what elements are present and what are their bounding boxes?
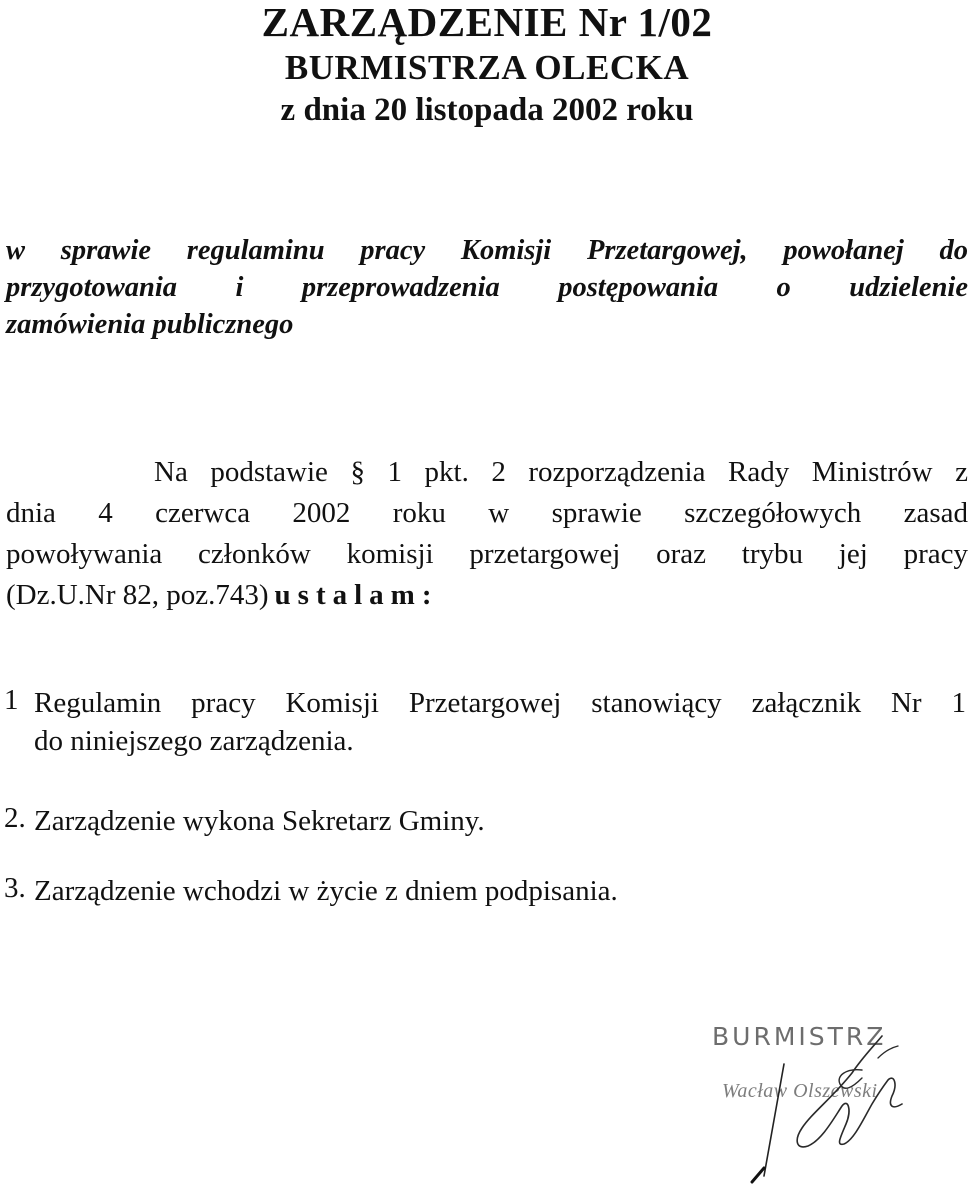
point-text-line-1: Regulamin pracy Komisji Przetargowej stanowiący załącznik Nr 1	[34, 687, 966, 719]
document-issuer: BURMISTRZA OLECKA	[284, 48, 690, 87]
point-text-line-2: do niniejszego zarządzenia.	[34, 725, 354, 757]
document-date: z dnia 20 listopada 2002 roku	[280, 92, 694, 128]
subject-line-1: w sprawie regulaminu pracy Komisji Przetargowej, powołanej do	[6, 235, 968, 266]
document-subject	[6, 232, 968, 343]
point-number: 2.	[4, 802, 26, 834]
stamp-name: Wacław Olszewski	[722, 1080, 878, 1102]
point-text: Zarządzenie wykona Sekretarz Gminy.	[34, 805, 485, 837]
point-number: 3.	[4, 872, 26, 904]
signature-stamp	[712, 1018, 952, 1184]
stamp-title: BURMISTRZ	[712, 1022, 887, 1051]
basis-line-3: powoływania członków komisji przetargowej oraz trybu jej pracy	[6, 538, 968, 570]
point-text: Zarządzenie wchodzi w życie z dniem podpisania.	[34, 875, 618, 907]
point-text	[34, 684, 966, 760]
subject-line-2: przygotowania i przeprowadzenia postępowania o udzielenie	[6, 272, 968, 303]
legal-basis-paragraph	[6, 452, 968, 616]
basis-citation: (Dz.U.Nr 82, poz.743)	[6, 579, 269, 611]
subject-line-3: zamówienia publicznego	[6, 309, 294, 340]
handwritten-signature	[712, 1018, 952, 1184]
basis-line-1: Na podstawie § 1 pkt. 2 rozporządzenia Rady Ministrów z	[154, 456, 968, 488]
document-title: ZARZĄDZENIE Nr 1/02	[261, 0, 713, 45]
basis-line-4	[6, 575, 968, 616]
point-number: 1	[4, 684, 19, 716]
basis-keyword: ustalam:	[274, 579, 439, 611]
basis-line-2: dnia 4 czerwca 2002 roku w sprawie szczegółowych zasad	[6, 497, 968, 529]
